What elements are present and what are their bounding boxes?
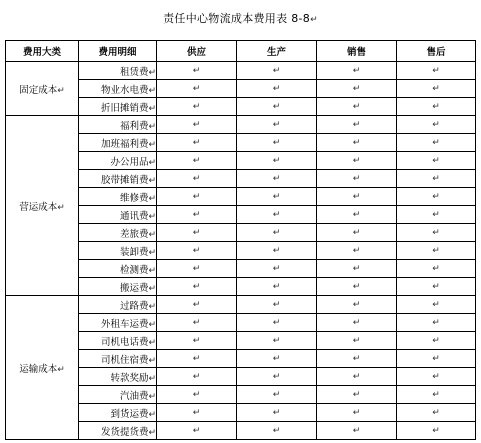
paragraph-mark-icon: ↵: [272, 84, 281, 94]
paragraph-mark-icon: ↵: [432, 426, 440, 436]
paragraph-mark-icon: ↵: [192, 408, 201, 418]
paragraph-mark-icon: ↵: [352, 66, 361, 76]
value-cell[interactable]: [237, 98, 317, 116]
detail-cell: [79, 134, 157, 152]
paragraph-mark-icon: ↵: [352, 102, 361, 112]
header-detail: 费用明细: [79, 41, 157, 62]
paragraph-mark-icon: ↵: [272, 174, 281, 184]
paragraph-mark-icon: ↵: [432, 84, 440, 94]
detail-cell: [79, 242, 157, 260]
value-cell[interactable]: [397, 260, 476, 278]
value-cell[interactable]: [237, 260, 317, 278]
paragraph-mark-icon: ↵: [432, 210, 440, 220]
value-cell[interactable]: [397, 404, 476, 422]
paragraph-mark-icon: ↵: [192, 156, 201, 166]
value-cell[interactable]: [157, 368, 237, 386]
paragraph-mark-icon: ↵: [192, 390, 201, 400]
value-cell[interactable]: [157, 404, 237, 422]
value-cell[interactable]: [157, 116, 237, 134]
value-cell[interactable]: [397, 314, 476, 332]
paragraph-mark-icon: ↵: [432, 300, 440, 310]
detail-cell: [79, 404, 157, 422]
value-cell[interactable]: [237, 404, 317, 422]
table-body: [6, 62, 476, 440]
detail-label: 办公用品: [110, 156, 149, 168]
detail-label: 加班福利费: [100, 138, 149, 150]
paragraph-mark-icon: ↵: [192, 174, 201, 184]
value-cell[interactable]: [237, 422, 317, 440]
header-sales: 销售: [317, 41, 397, 62]
detail-cell: [79, 116, 157, 134]
paragraph-mark-icon: ↵: [148, 175, 156, 186]
value-cell[interactable]: [157, 224, 237, 242]
paragraph-mark-icon: ↵: [148, 301, 156, 312]
paragraph-mark-icon: ↵: [192, 120, 201, 130]
value-cell[interactable]: [317, 206, 397, 224]
paragraph-mark-icon: ↵: [148, 247, 156, 258]
value-cell[interactable]: [157, 206, 237, 224]
paragraph-mark-icon: ↵: [432, 228, 440, 238]
header-category: 费用大类: [6, 41, 79, 62]
paragraph-mark-icon: ↵: [310, 15, 318, 25]
value-cell[interactable]: [237, 314, 317, 332]
paragraph-mark-icon: ↵: [272, 336, 281, 346]
paragraph-mark-icon: ↵: [352, 390, 361, 400]
detail-cell: [79, 98, 157, 116]
paragraph-mark-icon: ↵: [432, 390, 440, 400]
paragraph-mark-icon: ↵: [192, 138, 201, 148]
paragraph-mark-icon: ↵: [148, 337, 156, 348]
value-cell[interactable]: [157, 152, 237, 170]
value-cell[interactable]: [317, 188, 397, 206]
paragraph-mark-icon: ↵: [148, 139, 156, 150]
detail-cell: [79, 386, 157, 404]
detail-label: 维修费: [119, 192, 149, 204]
value-cell[interactable]: [317, 332, 397, 350]
paragraph-mark-icon: ↵: [57, 202, 65, 213]
paragraph-mark-icon: ↵: [432, 336, 440, 346]
paragraph-mark-icon: ↵: [272, 102, 281, 112]
detail-label: 转款奖励: [110, 372, 149, 384]
value-cell[interactable]: [237, 80, 317, 98]
header-row: [6, 41, 476, 62]
header-after-sales: 售后: [397, 41, 476, 62]
detail-cell: [79, 152, 157, 170]
paragraph-mark-icon: ↵: [192, 246, 201, 256]
paragraph-mark-icon: ↵: [272, 318, 281, 328]
paragraph-mark-icon: ↵: [272, 408, 281, 418]
detail-cell: [79, 350, 157, 368]
paragraph-mark-icon: ↵: [148, 373, 156, 384]
value-cell[interactable]: [317, 152, 397, 170]
paragraph-mark-icon: ↵: [148, 157, 156, 168]
value-cell[interactable]: [397, 152, 476, 170]
value-cell[interactable]: [237, 296, 317, 314]
paragraph-mark-icon: ↵: [57, 364, 65, 375]
paragraph-mark-icon: ↵: [148, 121, 156, 132]
paragraph-mark-icon: ↵: [352, 426, 361, 436]
paragraph-mark-icon: ↵: [352, 246, 361, 256]
paragraph-mark-icon: ↵: [432, 354, 440, 364]
value-cell[interactable]: [397, 278, 476, 296]
value-cell[interactable]: [397, 206, 476, 224]
value-cell[interactable]: [397, 386, 476, 404]
paragraph-mark-icon: ↵: [192, 264, 201, 274]
paragraph-mark-icon: ↵: [352, 156, 361, 166]
detail-cell: [79, 80, 157, 98]
paragraph-mark-icon: ↵: [192, 210, 201, 220]
paragraph-mark-icon: ↵: [192, 282, 201, 292]
value-cell[interactable]: [317, 278, 397, 296]
paragraph-mark-icon: ↵: [192, 192, 201, 202]
paragraph-mark-icon: ↵: [148, 85, 156, 96]
value-cell[interactable]: [237, 116, 317, 134]
detail-label: 胶带摊销费: [100, 174, 149, 186]
paragraph-mark-icon: ↵: [352, 318, 361, 328]
paragraph-mark-icon: ↵: [272, 66, 281, 76]
paragraph-mark-icon: ↵: [352, 408, 361, 418]
paragraph-mark-icon: ↵: [148, 211, 156, 222]
paragraph-mark-icon: ↵: [352, 336, 361, 346]
detail-cell: [79, 296, 157, 314]
paragraph-mark-icon: ↵: [352, 282, 361, 292]
paragraph-mark-icon: ↵: [352, 372, 361, 382]
detail-label: 搬运费: [119, 282, 149, 294]
value-cell[interactable]: [157, 134, 237, 152]
value-cell[interactable]: [237, 332, 317, 350]
paragraph-mark-icon: ↵: [432, 174, 440, 184]
paragraph-mark-icon: ↵: [272, 120, 281, 130]
paragraph-mark-icon: ↵: [352, 192, 361, 202]
category-label: 营运成本: [19, 201, 58, 213]
detail-cell: [79, 224, 157, 242]
paragraph-mark-icon: ↵: [148, 103, 156, 114]
paragraph-mark-icon: ↵: [148, 67, 156, 78]
category-cell: [6, 116, 79, 296]
value-cell[interactable]: [317, 62, 397, 80]
paragraph-mark-icon: ↵: [192, 426, 201, 436]
paragraph-mark-icon: ↵: [148, 355, 156, 366]
value-cell[interactable]: [237, 386, 317, 404]
paragraph-mark-icon: ↵: [272, 246, 281, 256]
value-cell[interactable]: [317, 422, 397, 440]
paragraph-mark-icon: ↵: [192, 354, 201, 364]
value-cell[interactable]: [317, 350, 397, 368]
detail-cell: [79, 422, 157, 440]
paragraph-mark-icon: ↵: [432, 156, 440, 166]
detail-label: 通讯费: [119, 210, 149, 222]
detail-label: 到货运费: [110, 408, 149, 420]
value-cell[interactable]: [157, 62, 237, 80]
detail-label: 物业水电费: [100, 84, 149, 96]
value-cell[interactable]: [157, 350, 237, 368]
paragraph-mark-icon: ↵: [272, 156, 281, 166]
value-cell[interactable]: [237, 134, 317, 152]
table-row: [6, 62, 476, 80]
paragraph-mark-icon: ↵: [432, 372, 440, 382]
category-label: 固定成本: [19, 84, 58, 96]
paragraph-mark-icon: ↵: [432, 408, 440, 418]
paragraph-mark-icon: ↵: [352, 138, 361, 148]
value-cell[interactable]: [317, 170, 397, 188]
detail-cell: [79, 278, 157, 296]
value-cell[interactable]: [237, 206, 317, 224]
value-cell[interactable]: [397, 422, 476, 440]
value-cell[interactable]: [237, 242, 317, 260]
detail-cell: [79, 368, 157, 386]
paragraph-mark-icon: ↵: [432, 120, 440, 130]
detail-cell: [79, 62, 157, 80]
detail-label: 司机电话费: [100, 336, 149, 348]
value-cell[interactable]: [317, 404, 397, 422]
detail-label: 外租车运费: [100, 318, 149, 330]
value-cell[interactable]: [157, 278, 237, 296]
detail-label: 司机住宿费: [100, 354, 149, 366]
paragraph-mark-icon: ↵: [272, 282, 281, 292]
paragraph-mark-icon: ↵: [352, 228, 361, 238]
value-cell[interactable]: [157, 260, 237, 278]
detail-cell: [79, 188, 157, 206]
paragraph-mark-icon: ↵: [352, 354, 361, 364]
paragraph-mark-icon: ↵: [272, 192, 281, 202]
value-cell[interactable]: [237, 188, 317, 206]
value-cell[interactable]: [397, 332, 476, 350]
value-cell[interactable]: [317, 296, 397, 314]
value-cell[interactable]: [157, 314, 237, 332]
paragraph-mark-icon: ↵: [148, 409, 156, 420]
value-cell[interactable]: [397, 296, 476, 314]
category-cell: [6, 296, 79, 440]
table-row: [6, 296, 476, 314]
category-cell: [6, 62, 79, 116]
detail-label: 差旅费: [119, 228, 149, 240]
value-cell[interactable]: [317, 98, 397, 116]
header-supply: 供应: [157, 41, 237, 62]
value-cell[interactable]: [317, 80, 397, 98]
value-cell[interactable]: [397, 224, 476, 242]
table-title: [0, 10, 481, 28]
paragraph-mark-icon: ↵: [352, 300, 361, 310]
value-cell[interactable]: [157, 242, 237, 260]
value-cell[interactable]: [397, 80, 476, 98]
paragraph-mark-icon: ↵: [148, 265, 156, 276]
detail-label: 装卸费: [119, 246, 149, 258]
paragraph-mark-icon: ↵: [272, 264, 281, 274]
cost-table: [5, 40, 476, 440]
paragraph-mark-icon: ↵: [192, 228, 201, 238]
paragraph-mark-icon: ↵: [272, 372, 281, 382]
paragraph-mark-icon: ↵: [272, 228, 281, 238]
paragraph-mark-icon: ↵: [432, 282, 440, 292]
paragraph-mark-icon: ↵: [148, 391, 156, 402]
value-cell[interactable]: [317, 368, 397, 386]
value-cell[interactable]: [317, 224, 397, 242]
detail-label: 折旧摊销费: [100, 102, 149, 114]
value-cell[interactable]: [317, 314, 397, 332]
paragraph-mark-icon: ↵: [148, 193, 156, 204]
value-cell[interactable]: [157, 296, 237, 314]
value-cell[interactable]: [397, 188, 476, 206]
value-cell[interactable]: [397, 98, 476, 116]
paragraph-mark-icon: ↵: [432, 264, 440, 274]
paragraph-mark-icon: ↵: [192, 318, 201, 328]
paragraph-mark-icon: ↵: [192, 102, 201, 112]
header-production: 生产: [237, 41, 317, 62]
value-cell[interactable]: [317, 134, 397, 152]
detail-cell: [79, 314, 157, 332]
detail-label: 过路费: [119, 300, 149, 312]
value-cell[interactable]: [157, 170, 237, 188]
value-cell[interactable]: [317, 386, 397, 404]
detail-cell: [79, 332, 157, 350]
paragraph-mark-icon: ↵: [352, 174, 361, 184]
value-cell[interactable]: [237, 152, 317, 170]
paragraph-mark-icon: ↵: [272, 210, 281, 220]
paragraph-mark-icon: ↵: [57, 85, 65, 96]
table-title-text: 责任中心物流成本费用表 8-8: [163, 12, 311, 25]
paragraph-mark-icon: ↵: [192, 336, 201, 346]
value-cell[interactable]: [397, 368, 476, 386]
value-cell[interactable]: [237, 368, 317, 386]
value-cell[interactable]: [157, 422, 237, 440]
paragraph-mark-icon: ↵: [432, 102, 440, 112]
category-label: 运输成本: [19, 363, 58, 375]
value-cell[interactable]: [237, 278, 317, 296]
detail-label: 发货提货费: [100, 426, 149, 438]
value-cell[interactable]: [157, 98, 237, 116]
paragraph-mark-icon: ↵: [192, 84, 201, 94]
value-cell[interactable]: [157, 332, 237, 350]
value-cell[interactable]: [157, 188, 237, 206]
paragraph-mark-icon: ↵: [272, 138, 281, 148]
detail-label: 福利费: [119, 120, 149, 132]
value-cell[interactable]: [397, 242, 476, 260]
detail-cell: [79, 260, 157, 278]
value-cell[interactable]: [237, 62, 317, 80]
paragraph-mark-icon: ↵: [352, 84, 361, 94]
paragraph-mark-icon: ↵: [432, 66, 440, 76]
paragraph-mark-icon: ↵: [192, 372, 201, 382]
value-cell[interactable]: [157, 80, 237, 98]
paragraph-mark-icon: ↵: [148, 319, 156, 330]
value-cell[interactable]: [237, 170, 317, 188]
value-cell[interactable]: [397, 350, 476, 368]
value-cell[interactable]: [317, 242, 397, 260]
value-cell[interactable]: [397, 170, 476, 188]
paragraph-mark-icon: ↵: [272, 354, 281, 364]
detail-label: 检测费: [119, 264, 149, 276]
paragraph-mark-icon: ↵: [272, 300, 281, 310]
value-cell[interactable]: [237, 224, 317, 242]
value-cell[interactable]: [157, 386, 237, 404]
paragraph-mark-icon: ↵: [148, 283, 156, 294]
detail-cell: [79, 206, 157, 224]
paragraph-mark-icon: ↵: [272, 390, 281, 400]
value-cell[interactable]: [317, 260, 397, 278]
paragraph-mark-icon: ↵: [432, 192, 440, 202]
detail-label: 租赁费: [119, 66, 149, 78]
paragraph-mark-icon: ↵: [352, 264, 361, 274]
value-cell[interactable]: [397, 116, 476, 134]
value-cell[interactable]: [317, 116, 397, 134]
paragraph-mark-icon: ↵: [432, 318, 440, 328]
paragraph-mark-icon: ↵: [432, 246, 440, 256]
detail-label: 汽油费: [119, 390, 149, 402]
paragraph-mark-icon: ↵: [432, 138, 440, 148]
paragraph-mark-icon: ↵: [148, 427, 156, 438]
value-cell[interactable]: [397, 134, 476, 152]
value-cell[interactable]: [237, 350, 317, 368]
paragraph-mark-icon: ↵: [192, 300, 201, 310]
paragraph-mark-icon: ↵: [192, 66, 201, 76]
paragraph-mark-icon: ↵: [148, 229, 156, 240]
paragraph-mark-icon: ↵: [352, 120, 361, 130]
paragraph-mark-icon: ↵: [272, 426, 281, 436]
paragraph-mark-icon: ↵: [352, 210, 361, 220]
table-row: [6, 116, 476, 134]
detail-cell: [79, 170, 157, 188]
value-cell[interactable]: [397, 62, 476, 80]
